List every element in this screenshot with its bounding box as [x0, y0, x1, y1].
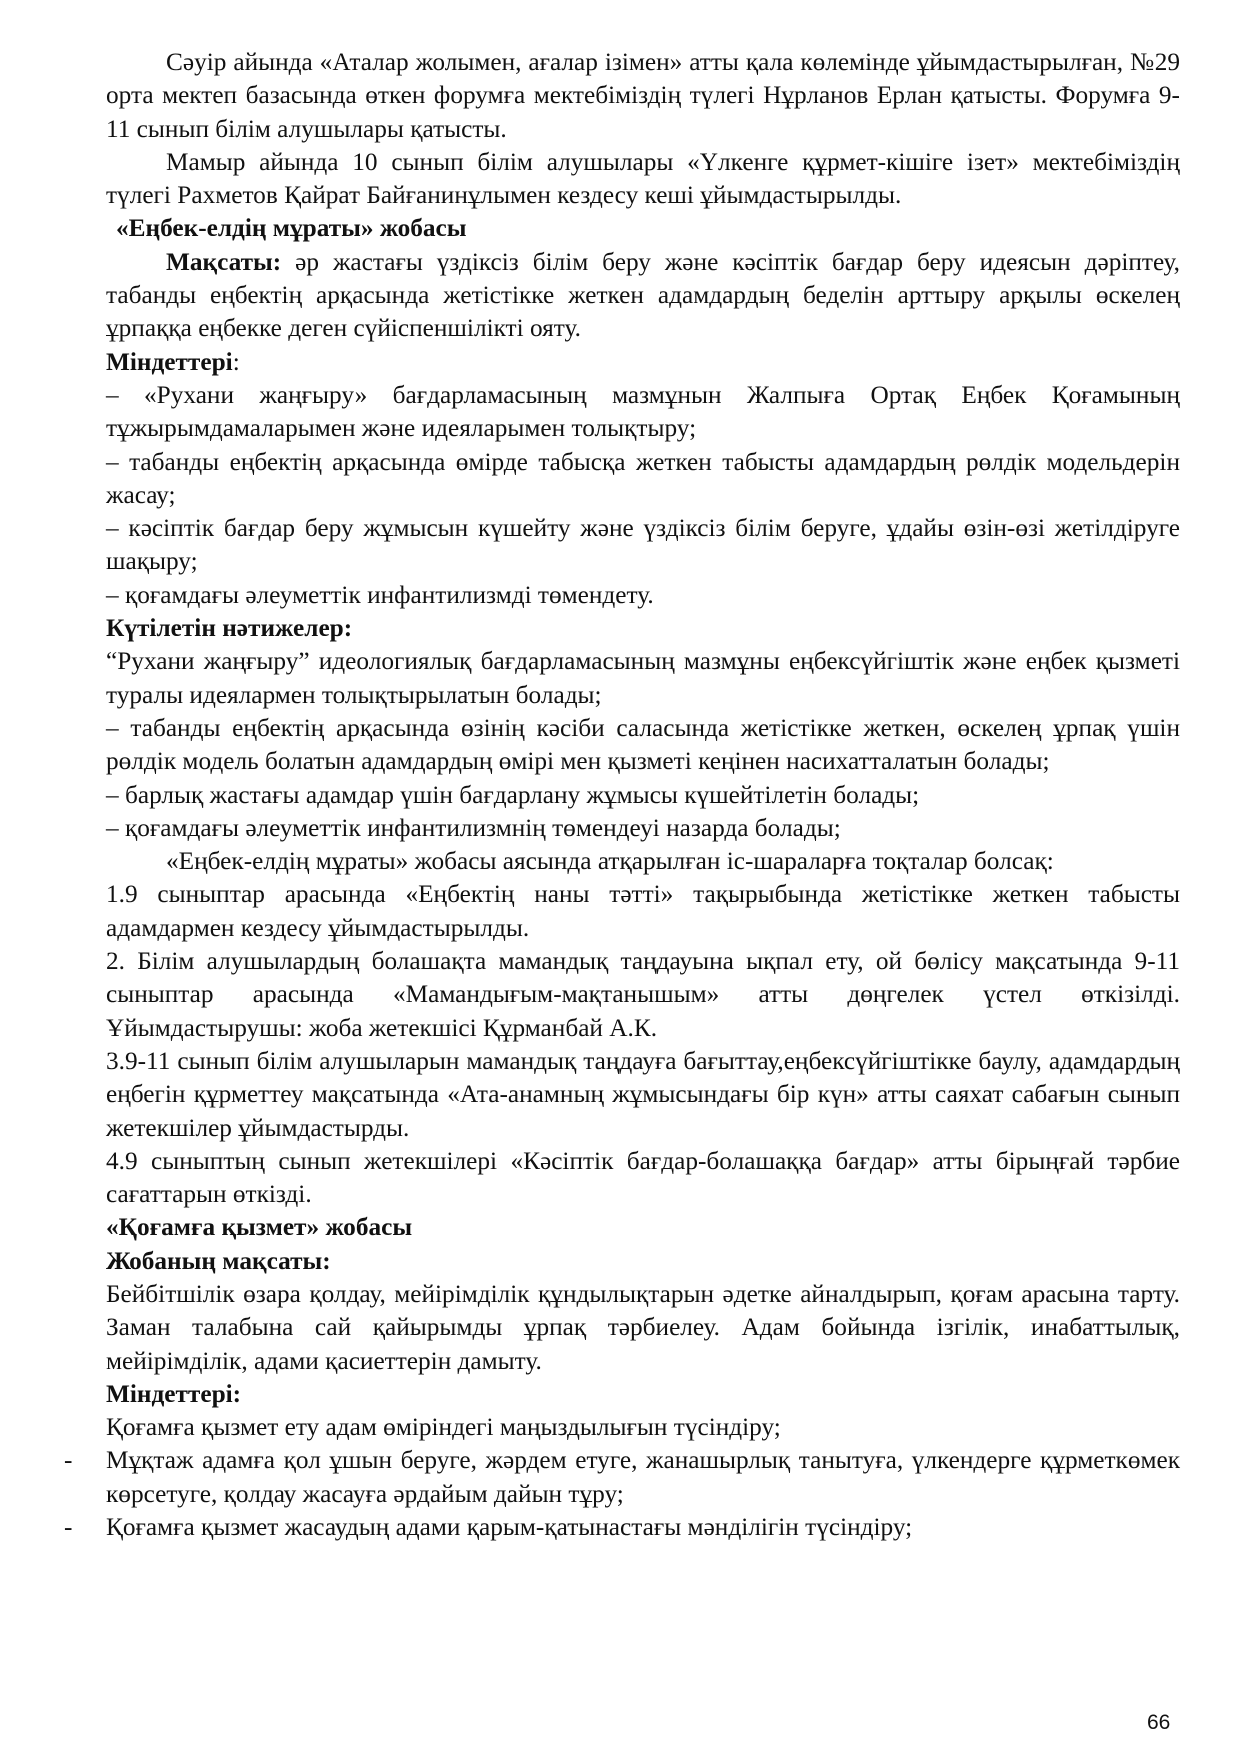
project1-tasks-heading — [106, 346, 1180, 379]
project1-results-heading: Күтілетін нәтижелер: — [106, 614, 353, 643]
project1-task-item: – табанды еңбектің арқасында өмірде табысқа жеткен табысты адамдардың рөлдік модельдерін жасау; — [106, 447, 1180, 509]
project2-tasks-heading: Міндеттері: — [106, 1379, 242, 1408]
project1-activity-item: 2. Білім алушылардың болашақта мамандық таңдауына ықпал ету, ой бөлісу мақсатында 9-11 сыныптар арасында «Мамандығым-мақтанышым» атты дөңгелек үстел өткізілді. Ұйымдастырушы: жоба жетекшісі Құрманбай А.К. — [106, 947, 1180, 1042]
project2-dash-task-item — [64, 1511, 1180, 1544]
project1-result-item: “Рухани жаңғыру” идеологиялық бағдарламасының мазмұны еңбексүйгіштік және еңбек қызметі туралы идеялармен толықтырылатын болады; — [106, 647, 1180, 709]
project1-activity-item: 1.9 сыныптар арасында «Еңбектің наны тәтті» тақырыбында жетістікке жеткен табысты адамдармен кездесу ұйымдастырылды. — [106, 880, 1180, 942]
project2-dash-task-text: Мұқтаж адамға қол ұшын беруге, жәрдем етуге, жанашырлық танытуға, үлкендерге құрметкөмек көрсетуге, қолдау жасауға әрдайым дайын тұру; — [106, 1446, 1180, 1508]
project1-task-item: – қоғамдағы әлеуметтік инфантилизмді төмендету. — [106, 580, 654, 609]
page-number: 66 — [1147, 1711, 1171, 1734]
project2-dash-task-text: Қоғамға қызмет жасаудың адами қарым-қатынастағы мәнділігін түсіндіру; — [106, 1513, 913, 1542]
project2-goal-text: Бейбітшілік өзара қолдау, мейірімділік құндылықтарын әдетке айналдырып, қоғам арасына тарту. Заман талабына сай қайырымды ұрпақ тәрбиелеу. Адам бойында ізгілік, инабаттылық, мейірімділік, адами қасиеттерін дамыту. — [106, 1279, 1180, 1375]
paragraph-may-meeting: Мамыр айында 10 сынып білім алушылары «Үлкенге құрмет-кішіге ізет» мектебіміздің түлегі Рахметов Қайрат Байғанинұлымен кездесу кеші ұйымдастырылды. — [106, 147, 1180, 210]
paragraph-april-forum: Сәуір айында «Аталар жолымен, ағалар ізімен» атты қала көлемінде ұйымдастырылған, №29 орта мектеп базасында өткен форумға мектебіміздің түлегі Нұрланов Ерлан қатысты. Форумға 9-11 сынып білім алушылары қатысты. — [106, 48, 1180, 143]
project1-task-item: – кәсіптік бағдар беру жұмысын күшейту және үздіксіз білім беруге, ұдайы өзін-өзі жетілдіруге шақыру; — [106, 514, 1180, 576]
document-page — [64, 46, 1180, 1544]
project1-title: «Еңбек-елдің мұраты» жобасы — [116, 214, 467, 243]
project2-dash-task-item — [64, 1444, 1180, 1511]
project2-task-first: Қоғамға қызмет ету адам өміріндегі маңыздылығын түсіндіру; — [106, 1413, 781, 1442]
project1-tasks-label: Міндеттері — [106, 347, 233, 376]
project1-result-item: – қоғамдағы әлеуметтік инфантилизмнің төмендеуі назарда болады; — [106, 813, 841, 842]
project1-tasks-colon: : — [232, 347, 240, 376]
project1-goal-label: Мақсаты: — [166, 247, 282, 276]
dash-bullet: - — [64, 1446, 73, 1475]
project1-activities-intro: «Еңбек-елдің мұраты» жобасы аясында атқарылған іс-шараларға тоқталар болсақ: — [166, 847, 1054, 876]
project2-title: «Қоғамға қызмет» жобасы — [106, 1213, 413, 1242]
project1-activity-item: 4.9 сыныптың сынып жетекшілері «Кәсіптік бағдар-болашаққа бағдар» атты бірыңғай тәрбие сағаттарын өткізді. — [106, 1146, 1180, 1209]
project1-task-item: – «Рухани жаңғыру» бағдарламасының мазмұнын Жалпыға Ортақ Еңбек Қоғамының тұжырымдамаларымен және идеяларымен толықтыру; — [106, 380, 1180, 443]
project1-result-item: – барлық жастағы адамдар үшін бағдарлану жұмысы күшейтілетін болады; — [106, 780, 920, 809]
project1-result-item: – табанды еңбектің арқасында өзінің кәсіби саласында жетістікке жеткен, өскелең ұрпақ үшін рөлдік модель болатын адамдардың өмірі мен қызметі кеңінен насихатталатын болады; — [106, 713, 1180, 776]
project2-goal-heading: Жобаның мақсаты: — [106, 1246, 331, 1275]
dash-bullet: - — [64, 1513, 73, 1542]
project1-goal — [106, 246, 1180, 346]
project1-goal-text: әр жастағы үздіксіз білім беру және кәсіптік бағдар беру идеясын дәріптеу, табанды еңбектің арқасында жетістікке жеткен адамдардың беделін арттыру арқылы өскелең ұрпаққа еңбекке деген сүйіспеншілікті ояту. — [106, 247, 1180, 343]
project1-activity-item: 3.9-11 сынып білім алушыларын мамандық таңдауға бағыттау,еңбексүйгіштікке баулу, адамдардың еңбегін құрметтеу мақсатында «Ата-анамның жұмысындағы бір күн» атты саяхат сабағын сынып жетекшілер ұйымдастырды. — [106, 1046, 1180, 1142]
